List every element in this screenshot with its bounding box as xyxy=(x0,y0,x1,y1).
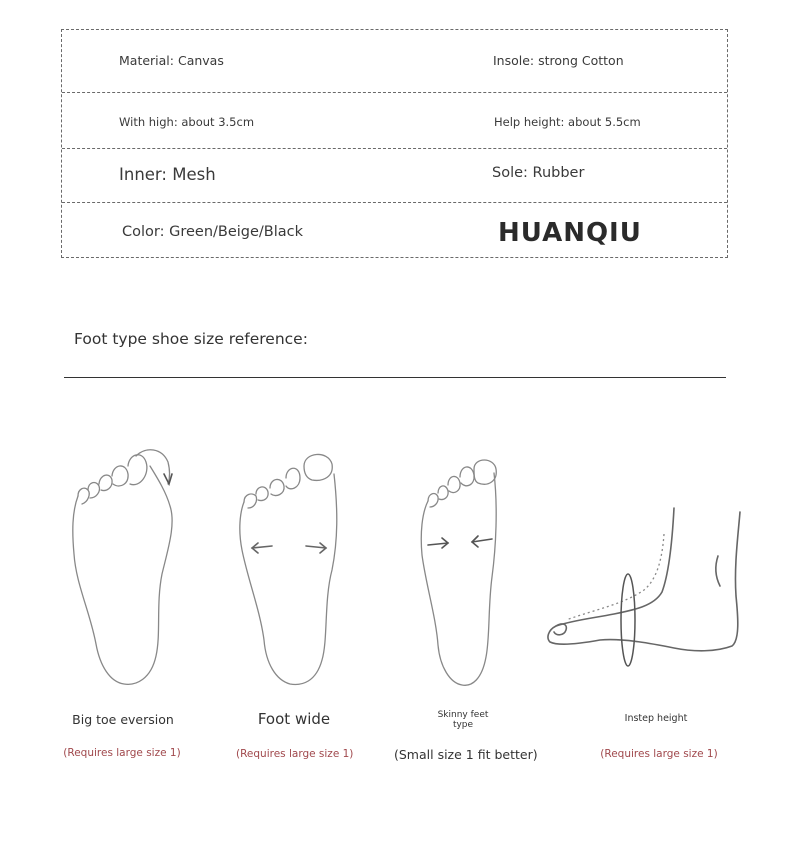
sole-spec: Sole: Rubber xyxy=(492,165,585,181)
foot-wide-foot-icon xyxy=(238,450,344,690)
section-divider xyxy=(64,377,726,378)
section-title: Foot type shoe size reference: xyxy=(74,330,308,348)
spec-table xyxy=(61,29,728,258)
foot-type-label-2: Foot wide xyxy=(257,710,331,728)
big-toe-eversion-foot-icon xyxy=(66,444,181,690)
help-height-spec: Help height: about 5.5cm xyxy=(494,115,641,129)
brand-logo: HUANQIU xyxy=(498,218,642,248)
spec-row-4 xyxy=(62,203,727,258)
spec-row-2 xyxy=(62,93,727,149)
foot-type-note-1: (Requires large size 1) xyxy=(63,747,181,759)
with-high-spec: With high: about 3.5cm xyxy=(119,115,255,129)
spec-row-1 xyxy=(62,30,727,93)
foot-type-label-1: Big toe eversion xyxy=(72,712,174,727)
insole-spec: Insole: strong Cotton xyxy=(493,53,624,68)
foot-type-label-4: Instep height xyxy=(624,713,688,724)
inner-spec: Inner: Mesh xyxy=(119,165,216,184)
skinny-feet-foot-icon xyxy=(416,457,506,690)
foot-type-note-4: (Requires large size 1) xyxy=(600,748,718,760)
instep-height-foot-icon xyxy=(544,506,744,668)
foot-type-label-3: Skinny feet type xyxy=(437,710,489,730)
material-spec: Material: Canvas xyxy=(119,53,224,68)
foot-type-note-3: (Small size 1 fit better) xyxy=(394,747,538,762)
foot-type-note-2: (Requires large size 1) xyxy=(236,748,354,760)
color-spec: Color: Green/Beige/Black xyxy=(122,224,304,240)
spec-row-3 xyxy=(62,149,727,203)
